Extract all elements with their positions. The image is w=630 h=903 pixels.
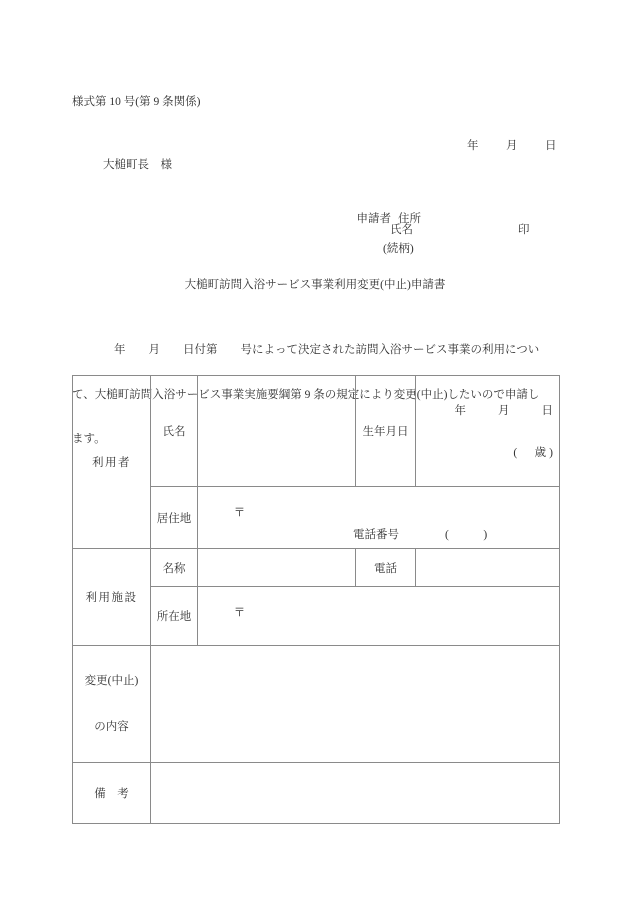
birthdate-age-line: ( 歳) <box>513 447 556 459</box>
date-line: 年 月 日 <box>467 140 558 152</box>
seal-mark: 印 <box>518 224 530 236</box>
applicant-address-label: 住所 <box>398 213 421 225</box>
relationship-label: (続柄) <box>383 243 414 255</box>
birthdate-ymd-line: 年 月 日 <box>454 405 556 417</box>
applicant-name-label: 氏名 <box>390 224 413 236</box>
facility-address-label: 所在地 <box>151 587 198 646</box>
application-table <box>72 375 560 824</box>
user-name-label: 氏名 <box>151 376 198 487</box>
remarks-field <box>151 763 560 824</box>
change-content-label-line1: 変更(中止) <box>84 675 139 687</box>
change-content-label <box>73 646 151 763</box>
body-line-2: て、大槌町訪問入浴サービス事業実施要綱第 9 条の規定により変更(中止)したいので申請し <box>72 388 540 401</box>
body-line-3: ます。 <box>72 433 106 445</box>
user-section-label: 利用者 <box>73 376 151 549</box>
user-name-field <box>198 376 356 487</box>
change-content-field <box>151 646 560 763</box>
document-title: 大槌町訪問入浴サービス事業利用変更(中止)申請書 <box>184 279 446 291</box>
facility-name-field <box>198 549 356 587</box>
facility-address-field <box>198 587 560 646</box>
residence-label: 居住地 <box>151 487 198 549</box>
change-content-label-line2: の内容 <box>94 721 129 733</box>
residence-field <box>198 487 560 549</box>
postal-mark-icon: 〒 <box>233 607 246 619</box>
facility-phone-label: 電話 <box>356 549 416 587</box>
birthdate-label: 生年月日 <box>356 376 416 487</box>
applicant-label: 申請者 <box>356 213 391 225</box>
body-line-1: 年 月 日付第 号によって決定された訪問入浴サービス事業の利用につい <box>114 344 540 356</box>
facility-section-label: 利用施設 <box>73 549 151 646</box>
form-number: 様式第 10 号(第 9 条関係) <box>72 96 201 108</box>
postal-mark-icon: 〒 <box>233 507 246 519</box>
facility-phone-field <box>416 549 560 587</box>
phone-number-line: 電話番号 ( ) <box>353 529 488 541</box>
birthdate-field <box>416 376 560 487</box>
facility-name-label: 名称 <box>151 549 198 587</box>
remarks-label: 備 考 <box>73 763 151 824</box>
addressee: 大槌町長 様 <box>103 159 172 171</box>
